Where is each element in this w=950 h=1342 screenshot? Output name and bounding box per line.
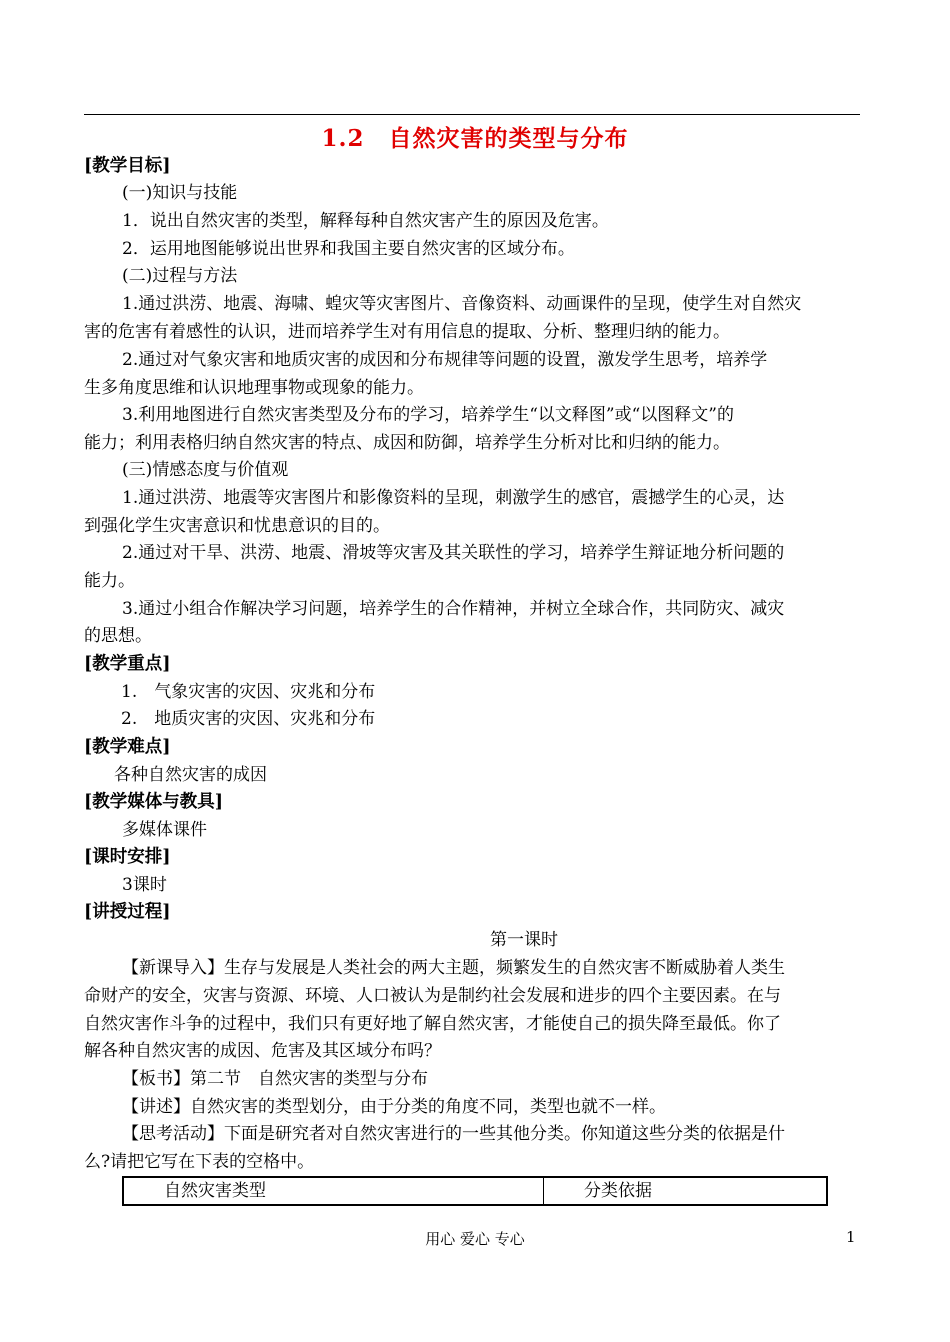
paragraph: 2.通过对气象灾害和地质灾害的成因和分布规律等问题的设置，激发学生思考，培养学 — [122, 350, 768, 370]
subheading-attitude: (三)情感态度与价值观 — [122, 460, 289, 480]
paragraph: 3课时 — [122, 875, 167, 895]
paragraph: 多媒体课件 — [122, 820, 207, 840]
subheading-knowledge: (一)知识与技能 — [122, 183, 238, 203]
paragraph: 害的危害有着感性的认识，进而培养学生对有用信息的提取、分析、整理归纳的能力。 — [84, 322, 730, 342]
paragraph: 3.利用地图进行自然灾害类型及分布的学习，培养学生“以文释图”或“以图释文”的 — [122, 405, 734, 425]
page-footer: 用心 爱心 专心 — [425, 1230, 525, 1248]
paragraph: 的思想。 — [84, 626, 152, 646]
section-heading-objectives: [教学目标] — [84, 156, 171, 176]
paragraph: 1.通过洪涝、地震、海啸、蝗灾等灾害图片、音像资料、动画课件的呈现，使学生对自然灾 — [122, 294, 802, 314]
paragraph: 解各种自然灾害的成因、危害及其区域分布吗？ — [84, 1041, 441, 1061]
section-heading-keypoints: [教学重点] — [84, 654, 171, 674]
paragraph: 自然灾害作斗争的过程中，我们只有更好地了解自然灾害，才能使自己的损失降至最低。你了 — [84, 1014, 781, 1034]
paragraph: 1．说出自然灾害的类型，解释每种自然灾害产生的原因及危害。 — [122, 211, 609, 231]
page-title: 1.2 自然灾害的类型与分布 — [321, 125, 629, 152]
paragraph: 2．运用地图能够说出世界和我国主要自然灾害的区域分布。 — [122, 239, 575, 259]
paragraph: 各种自然灾害的成因 — [114, 765, 267, 785]
paragraph: 2.通过对干旱、洪涝、地震、滑坡等灾害及其关联性的学习，培养学生辩证地分析问题的 — [122, 543, 785, 563]
subheading-process: (二)过程与方法 — [122, 266, 238, 286]
paragraph: 么?请把它写在下表的空格中。 — [84, 1152, 315, 1172]
classification-table — [122, 1176, 828, 1206]
paragraph: 【板书】第二节 自然灾害的类型与分布 — [122, 1069, 428, 1089]
section-heading-schedule: [课时安排] — [84, 847, 171, 867]
paragraph: 命财产的安全，灾害与资源、环境、人口被认为是制约社会发展和进步的四个主要因素。在与 — [84, 986, 781, 1006]
header-rule — [84, 114, 860, 115]
page-number: 1 — [846, 1228, 856, 1246]
paragraph: 【讲述】自然灾害的类型划分，由于分类的角度不同，类型也就不一样。 — [122, 1097, 666, 1117]
paragraph: 【新课导入】生存与发展是人类社会的两大主题，频繁发生的自然灾害不断威胁着人类生 — [122, 958, 785, 978]
section-heading-difficulty: [教学难点] — [84, 737, 171, 757]
paragraph: 生多角度思维和认识地理事物或现象的能力。 — [84, 378, 424, 398]
paragraph: 【思考活动】下面是研究者对自然灾害进行的一些其他分类。你知道这些分类的依据是什 — [122, 1124, 785, 1144]
section-heading-procedure: [讲授过程] — [84, 902, 171, 922]
table-header-basis: 分类依据 — [584, 1181, 652, 1201]
section-heading-media: [教学媒体与教具] — [84, 792, 224, 812]
list-item: 2. 地质灾害的灾因、灾兆和分布 — [121, 709, 376, 729]
paragraph: 能力；利用表格归纳自然灾害的特点、成因和防御，培养学生分析对比和归纳的能力。 — [84, 433, 730, 453]
paragraph: 3.通过小组合作解决学习问题，培养学生的合作精神，并树立全球合作，共同防灾、减灾 — [122, 599, 785, 619]
list-item: 1. 气象灾害的灾因、灾兆和分布 — [121, 682, 376, 702]
paragraph: 1.通过洪涝、地震等灾害图片和影像资料的呈现，刺激学生的感官，震撼学生的心灵，达 — [122, 488, 785, 508]
lesson-heading: 第一课时 — [490, 930, 558, 950]
paragraph: 到强化学生灾害意识和忧患意识的目的。 — [84, 516, 390, 536]
paragraph: 能力。 — [84, 571, 135, 591]
table-header-type: 自然灾害类型 — [124, 1178, 544, 1204]
